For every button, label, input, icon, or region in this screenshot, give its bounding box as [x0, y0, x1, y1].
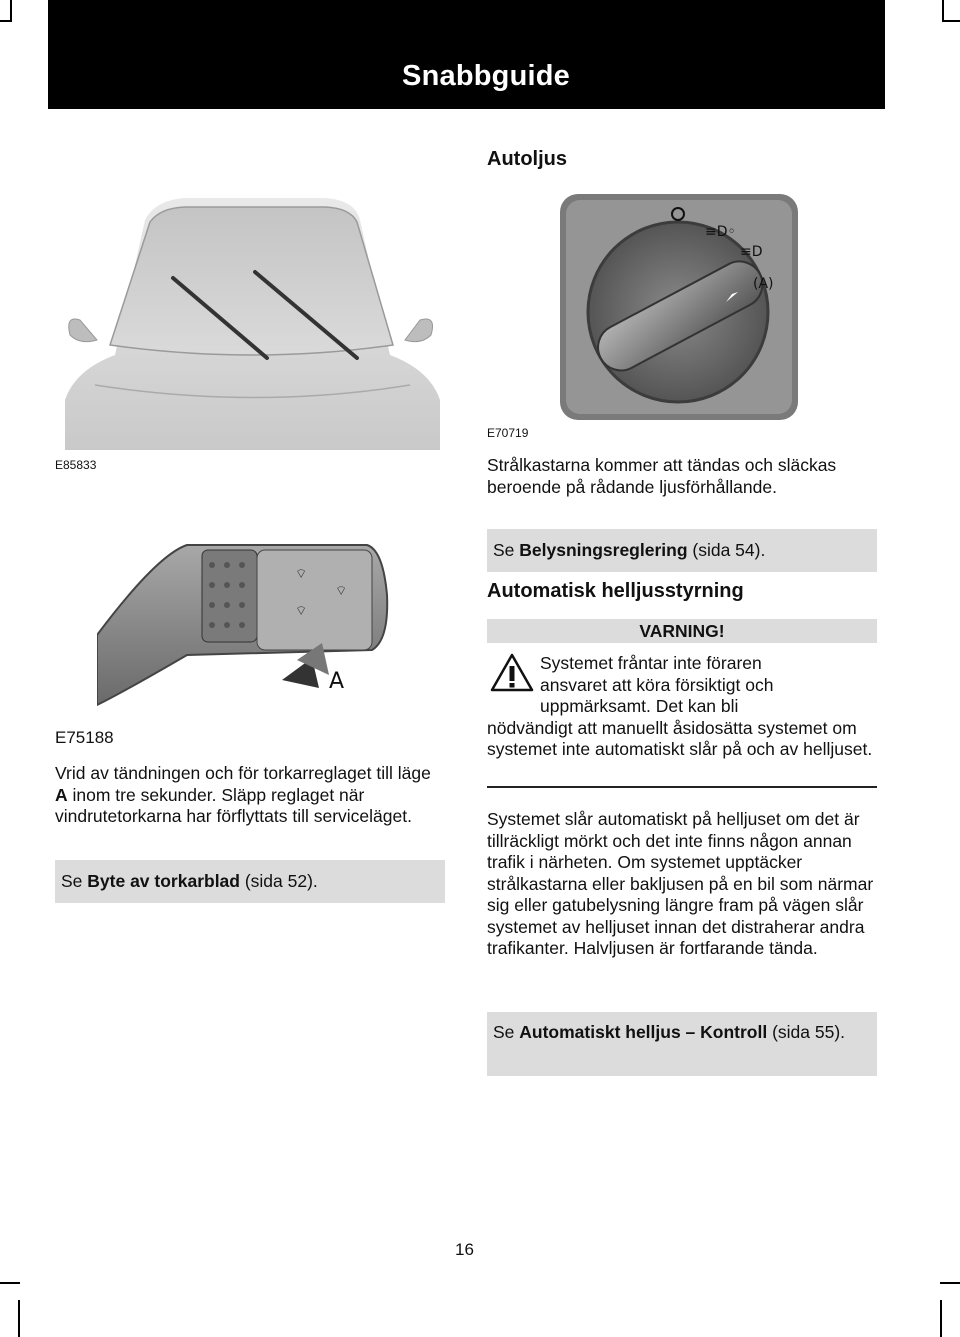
page-header [48, 0, 885, 109]
warning-text-rest: nödvändigt att manuellt åsidosätta systemet om systemet inte automatiskt slår på och av helljuset. [487, 717, 873, 759]
wiper-text-bold: A [55, 784, 68, 805]
warning-divider [487, 786, 877, 788]
stalk-label-a: A [329, 669, 345, 694]
ref-suffix: (sida 52). [239, 871, 318, 891]
warning-line-1: Systemet fråntar inte föraren [540, 653, 762, 673]
ref-suffix: (sida 55). [767, 1022, 846, 1042]
crop-mark [940, 1300, 942, 1337]
crop-mark [940, 1282, 960, 1284]
crop-mark [0, 20, 12, 22]
svg-text:⌔: ⌔ [335, 584, 348, 599]
ref-suffix: (sida 54). [687, 540, 766, 560]
warning-title-bar: VARNING! [487, 619, 877, 643]
reference-automatiskt-helljus [487, 1012, 877, 1076]
crop-mark [10, 0, 12, 20]
figure-code-switch: E70719 [487, 426, 529, 440]
ref-prefix: Se [493, 1022, 520, 1042]
auto-high-beam-description: Systemet slår automatiskt på helljuset om det är tillräckligt mörkt och det inte finns någon annan trafik i närheten. Om systemet upptäcker strålkastarna eller bakljusen på en bil som närmar sig eller gatubelysning längre fram på vägen slår systemet av helljuset innan det distraherar andra trafikanter. Halvljusen är fortfarande tända. [487, 809, 874, 958]
svg-text:⌔: ⌔ [295, 567, 308, 582]
ref-prefix: Se [61, 871, 88, 891]
crop-mark [18, 1300, 20, 1337]
figure-code-car: E85833 [55, 458, 97, 472]
ref-link[interactable]: Byte av torkarblad [87, 871, 240, 891]
ref-link[interactable]: Automatiskt helljus – Kontroll [519, 1022, 768, 1042]
wiper-stalk-illustration [97, 540, 397, 715]
crop-mark [942, 0, 944, 20]
section-heading-automatisk-helljusstyrning: Automatisk helljusstyrning [487, 580, 744, 602]
svg-text:⌔: ⌔ [295, 604, 308, 619]
warning-triangle-icon [489, 652, 535, 694]
section-heading-autoljus: Autoljus [487, 148, 567, 170]
car-windshield-illustration [55, 160, 445, 450]
reference-belysningsreglering [487, 529, 877, 572]
figure-code-stalk: E75188 [55, 728, 114, 747]
wiper-text-1: Vrid av tändningen och för torkarreglaget till läge [55, 763, 431, 783]
page-number: 16 [455, 1240, 474, 1259]
wiper-text-2: inom tre sekunder. Släpp reglaget när vindrutetorkarna har förflyttats till serviceläget. [55, 784, 412, 826]
svg-text:(A): (A) [753, 276, 774, 292]
reference-byte-av-torkarblad [55, 860, 445, 903]
crop-mark [942, 20, 960, 22]
light-switch-illustration [560, 194, 798, 420]
page-title: Snabbguide [402, 60, 570, 92]
autoljus-description: Strålkastarna kommer att tändas och släckas beroende på rådande ljusförhållande. [487, 455, 837, 497]
crop-mark [0, 1282, 20, 1284]
svg-text:≡D: ≡D [740, 244, 763, 260]
ref-prefix: Se [493, 540, 520, 560]
svg-text:≡D◦: ≡D◦ [705, 224, 736, 240]
wiper-instructions [55, 763, 445, 828]
ref-link[interactable]: Belysningsreglering [519, 540, 688, 560]
warning-line-3: uppmärksamt. Det kan bli [540, 696, 739, 716]
warning-line-2: ansvaret att köra försiktigt och [540, 674, 774, 695]
